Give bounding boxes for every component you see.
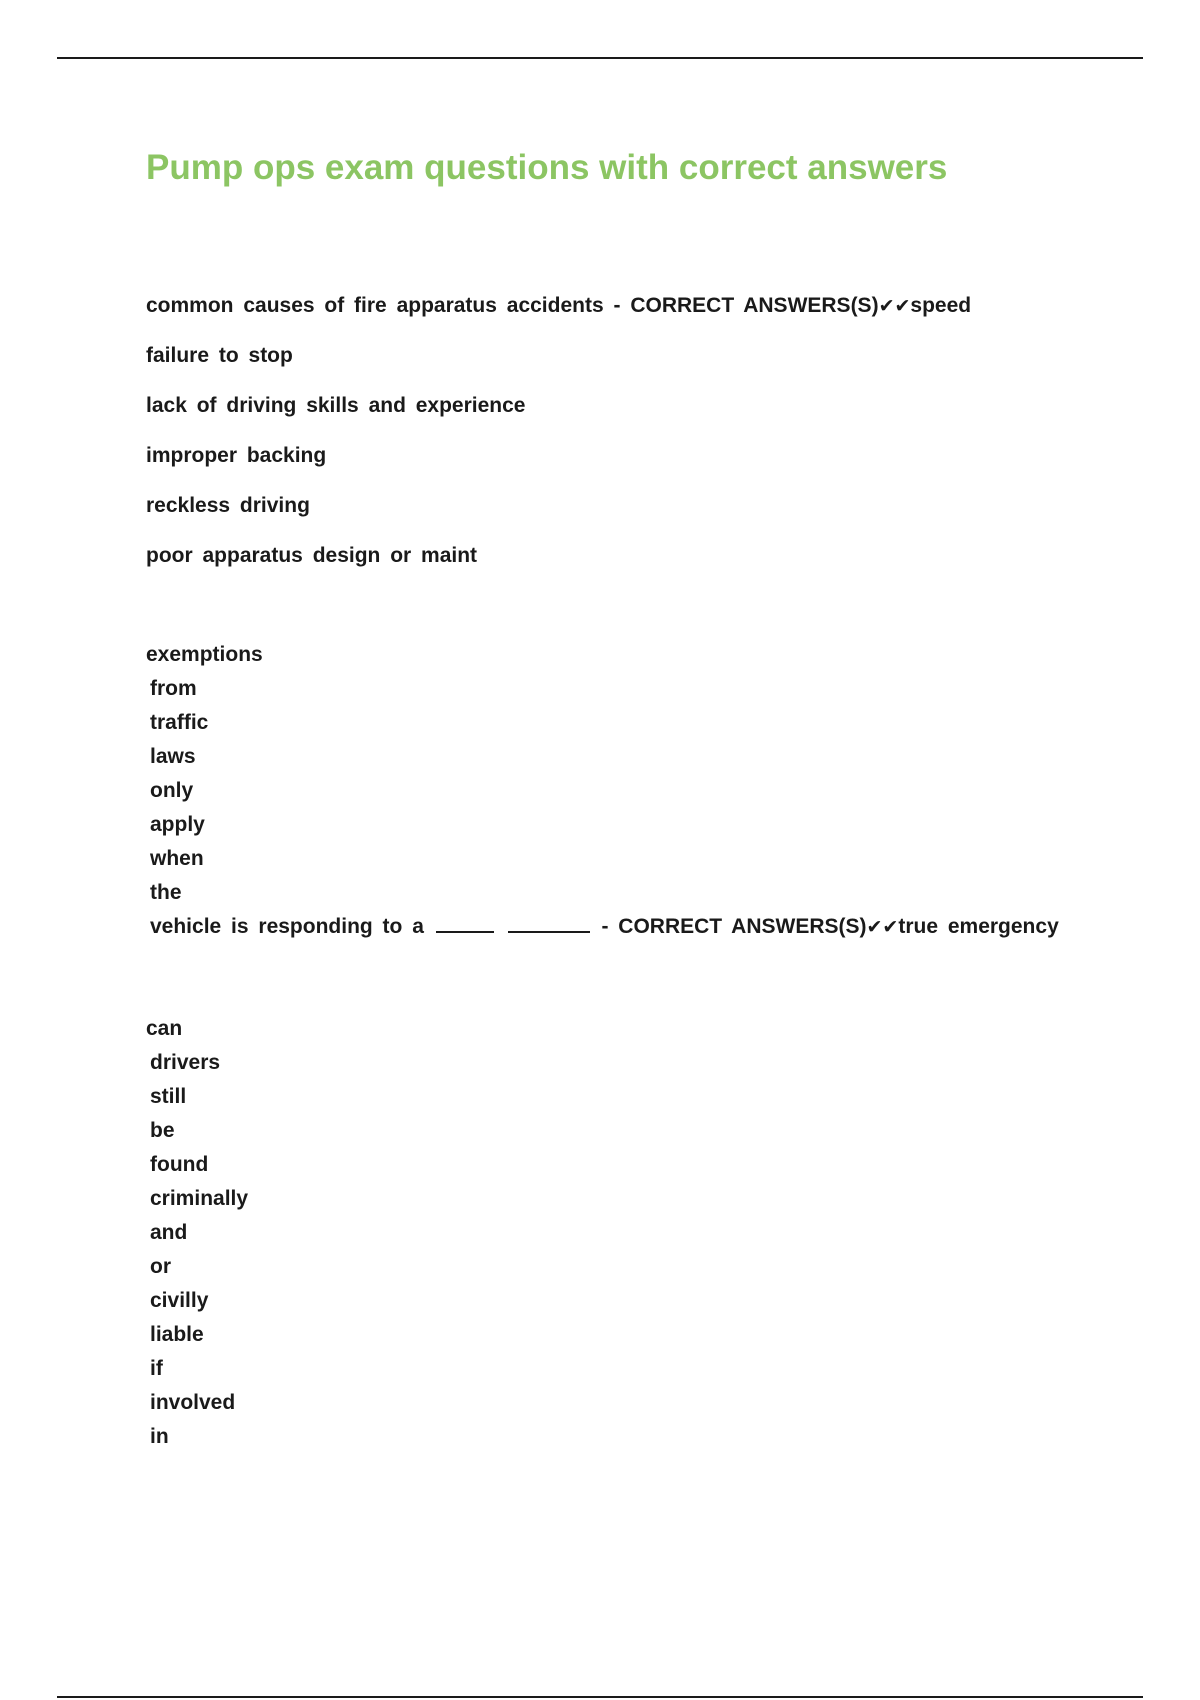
question-block-2 (146, 638, 1096, 944)
footer-rule (57, 1696, 1143, 1698)
document-body (146, 288, 1096, 1454)
q3-word: can (146, 1017, 183, 1040)
q2-question-text: vehicle is responding to a (150, 915, 424, 938)
fill-in-blank (508, 915, 590, 933)
q1-separator: - (613, 294, 621, 317)
q1-answer-line: failure to stop (146, 344, 293, 367)
q3-word: in (150, 1425, 169, 1448)
q1-answer-line: lack of driving skills and experience (146, 394, 526, 417)
question-block-3 (146, 1012, 1096, 1454)
q3-word: if (150, 1357, 163, 1380)
q2-answer: true emergency (898, 915, 1059, 938)
checkmark-icon: ✔✔ (866, 916, 899, 938)
question-block-1 (146, 288, 1096, 588)
q2-final-line (146, 910, 1096, 944)
q2-word: laws (150, 745, 196, 768)
q1-answer-line: reckless driving (146, 494, 310, 517)
fill-in-blank (436, 915, 494, 933)
q3-word: and (150, 1221, 188, 1244)
q3-word: civilly (150, 1289, 209, 1312)
q2-word: traffic (150, 711, 209, 734)
q1-answer-line: improper backing (146, 444, 327, 467)
header-rule (57, 57, 1143, 59)
q3-word: drivers (150, 1051, 221, 1074)
q2-word: from (150, 677, 197, 700)
q1-question-line (146, 288, 1096, 338)
q1-answer-line: poor apparatus design or maint (146, 544, 478, 567)
q3-word: involved (150, 1391, 236, 1414)
q1-question-text: common causes of fire apparatus accidents (146, 294, 604, 317)
q2-word: exemptions (146, 643, 263, 666)
q1-answer-label: CORRECT ANSWERS(S) (630, 294, 879, 317)
q2-word: the (150, 881, 182, 904)
q3-word: criminally (150, 1187, 249, 1210)
q2-word: apply (150, 813, 205, 836)
q2-word: only (150, 779, 194, 802)
q3-word: still (150, 1085, 187, 1108)
document-title: Pump ops exam questions with correct answers (146, 148, 948, 187)
q1-answer-first: speed (910, 294, 972, 317)
q2-separator: - (601, 915, 609, 938)
q2-answer-label: CORRECT ANSWERS(S) (618, 915, 867, 938)
q3-word: or (150, 1255, 171, 1278)
q3-word: liable (150, 1323, 204, 1346)
q2-word: when (150, 847, 204, 870)
q3-word: be (150, 1119, 175, 1142)
q3-word: found (150, 1153, 209, 1176)
checkmark-icon: ✔✔ (878, 295, 911, 317)
